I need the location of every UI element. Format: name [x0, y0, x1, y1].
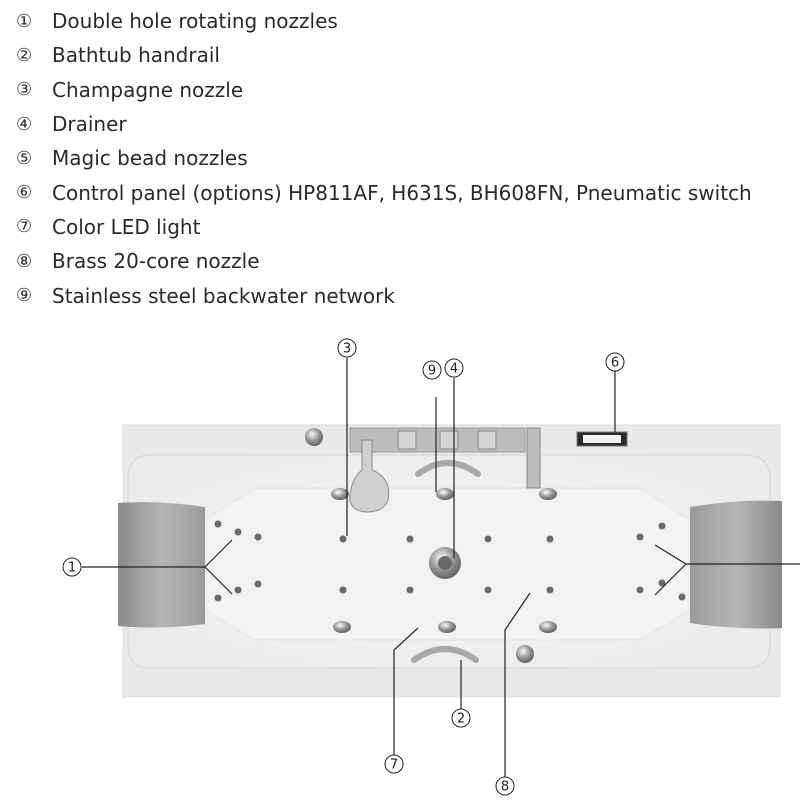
legend-marker: ⑧: [16, 250, 33, 272]
bead-nozzle: [407, 587, 414, 594]
legend-marker: ⑦: [16, 216, 33, 238]
rotating-nozzle: [255, 534, 262, 541]
bead-nozzle: [547, 587, 554, 594]
overflow-cap: [305, 428, 323, 446]
legend-label: Champagne nozzle: [52, 77, 244, 102]
brass-nozzle: [539, 488, 557, 500]
brass-nozzle: [436, 488, 454, 500]
legend-marker: ⑥: [16, 182, 33, 204]
bead-nozzle: [485, 587, 492, 594]
callout-number-7: 7: [389, 757, 399, 773]
rotating-nozzle: [215, 521, 222, 528]
callout-number-1: 1: [67, 560, 77, 576]
legend-marker: ⑤: [16, 147, 33, 169]
rotating-nozzle: [215, 595, 222, 602]
drainer-center: [438, 556, 452, 570]
rotating-nozzle: [235, 587, 242, 594]
legend-marker: ④: [16, 113, 33, 135]
legend-marker: ①: [16, 10, 33, 32]
legend-marker: ⑨: [16, 285, 33, 307]
control-panel-face: [583, 435, 621, 443]
faucet-knob: [398, 431, 416, 449]
legend-label: Control panel (options) HP811AF, H631S, BH608FN, Pneumatic switch: [52, 180, 752, 205]
legend-label: Double hole rotating nozzles: [52, 9, 338, 34]
legend-label: Bathtub handrail: [52, 43, 220, 68]
waste-cap: [516, 645, 534, 663]
callout-number-2: 2: [456, 711, 466, 727]
callout-number-4: 4: [449, 361, 459, 377]
rotating-nozzle: [637, 587, 644, 594]
brass-nozzle: [539, 621, 557, 633]
brass-nozzle: [438, 621, 456, 633]
brass-nozzle: [331, 488, 349, 500]
legend-label: Color LED light: [52, 214, 201, 239]
bead-nozzle: [485, 536, 492, 543]
legend-marker: ③: [16, 79, 33, 101]
callout-number-8: 8: [500, 779, 510, 795]
rotating-nozzle: [659, 523, 666, 530]
legend-label: Drainer: [52, 112, 127, 137]
rotating-nozzle: [637, 534, 644, 541]
headrest-left: [118, 502, 205, 627]
bath-spout: [527, 428, 540, 488]
callout-number-6: 6: [610, 355, 620, 371]
legend-label: Magic bead nozzles: [52, 146, 248, 171]
faucet-knob: [440, 431, 458, 449]
faucet-deck: [350, 428, 525, 452]
callout-number-9: 9: [427, 363, 437, 379]
bead-nozzle: [547, 536, 554, 543]
legend-label: Brass 20-core nozzle: [52, 249, 260, 274]
bead-nozzle: [340, 536, 347, 543]
faucet-knob: [478, 431, 496, 449]
rotating-nozzle: [679, 594, 686, 601]
brass-nozzle: [333, 621, 351, 633]
callout-number-3: 3: [342, 341, 352, 357]
legend-label: Stainless steel backwater network: [52, 283, 395, 308]
rotating-nozzle: [255, 581, 262, 588]
rotating-nozzle: [235, 529, 242, 536]
bead-nozzle: [407, 536, 414, 543]
bead-nozzle: [340, 587, 347, 594]
legend-marker: ②: [16, 44, 33, 66]
